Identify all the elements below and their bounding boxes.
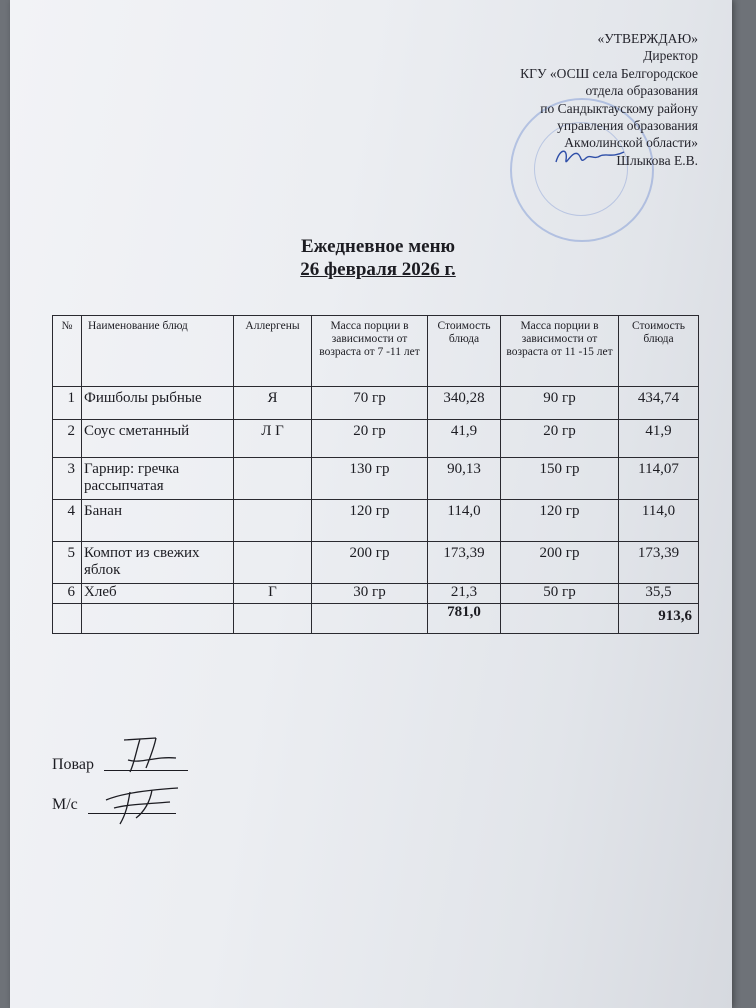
table-row (53, 542, 699, 584)
row-dish: Гарнир: гречка рассыпчатая (82, 458, 234, 500)
approval-position: Директор (643, 48, 698, 64)
row-dish: Банан (82, 500, 234, 542)
table-total-row (53, 604, 699, 634)
nurse-signature (100, 778, 184, 828)
approval-org-line-4: управления образования (557, 118, 698, 134)
table-row (53, 458, 699, 500)
row-allergen (234, 458, 312, 500)
cook-label: Повар (52, 756, 94, 773)
table-row (53, 584, 699, 604)
row-allergen: Я (234, 387, 312, 420)
row-mass-11-15: 200 гр (501, 542, 619, 584)
approval-org-line-2: отдела образования (585, 83, 698, 99)
menu-date: 26 февраля 2026 г. (300, 259, 456, 280)
row-mass-11-15: 150 гр (501, 458, 619, 500)
row-allergen: Г (234, 584, 312, 604)
approval-org-line-1: КГУ «ОСШ села Белгородское (520, 65, 698, 81)
row-mass-7-11: 130 гр (312, 458, 428, 500)
row-cost-11-15: 434,74 (619, 387, 699, 420)
header-mass-11-15: Масса порции в зависимости от возраста от 11 -15 лет (501, 316, 619, 387)
row-mass-7-11: 200 гр (312, 542, 428, 584)
row-cost-7-11: 114,0 (428, 500, 501, 542)
row-cost-11-15: 114,0 (619, 500, 699, 542)
total-cost-11-15: 913,6 (619, 604, 699, 634)
row-dish: Хлеб (82, 584, 234, 604)
row-num: 2 (53, 420, 82, 458)
nurse-label: М/с (52, 796, 78, 813)
row-num: 5 (53, 542, 82, 584)
row-cost-11-15: 41,9 (619, 420, 699, 458)
table-row (53, 500, 699, 542)
table-row (53, 420, 699, 458)
table-header-row (53, 316, 699, 387)
row-mass-7-11: 70 гр (312, 387, 428, 420)
row-allergen: Л Г (234, 420, 312, 458)
row-allergen (234, 542, 312, 584)
table-row (53, 387, 699, 420)
row-cost-7-11: 340,28 (428, 387, 501, 420)
page-title: Ежедневное меню (300, 236, 456, 257)
header-cost-7-11: Стоимость блюда (428, 316, 501, 387)
row-cost-7-11: 41,9 (428, 420, 501, 458)
approval-heading: «УТВЕРЖДАЮ» (597, 31, 698, 46)
row-num: 3 (53, 458, 82, 500)
approval-org-line-3: по Сандыктаускому району (540, 100, 698, 116)
row-mass-11-15: 50 гр (501, 584, 619, 604)
row-cost-11-15: 114,07 (619, 458, 699, 500)
row-dish: Фишболы рыбные (82, 387, 234, 420)
header-name: Наименование блюд (82, 316, 234, 387)
row-num: 4 (53, 500, 82, 542)
cook-signature (116, 734, 186, 776)
row-mass-11-15: 20 гр (501, 420, 619, 458)
menu-table (52, 315, 699, 634)
row-cost-11-15: 173,39 (619, 542, 699, 584)
header-cost-11-15: Стоимость блюда (619, 316, 699, 387)
row-mass-7-11: 120 гр (312, 500, 428, 542)
row-num: 1 (53, 387, 82, 420)
row-mass-11-15: 90 гр (501, 387, 619, 420)
row-cost-7-11: 90,13 (428, 458, 501, 500)
total-cost-7-11: 781,0 (428, 604, 501, 634)
row-cost-11-15: 35,5 (619, 584, 699, 604)
approval-director-name: Шлыкова Е.В. (616, 152, 698, 168)
row-dish: Компот из свежих яблок (82, 542, 234, 584)
approval-block (438, 30, 698, 169)
header-mass-7-11: Масса порции в зависимости от возраста от 7 -11 лет (312, 316, 428, 387)
row-cost-7-11: 173,39 (428, 542, 501, 584)
approval-org-line-5: Акмолинской области» (564, 135, 698, 151)
row-mass-7-11: 30 гр (312, 584, 428, 604)
row-num: 6 (53, 584, 82, 604)
row-dish: Соус сметанный (82, 420, 234, 458)
row-cost-7-11: 21,3 (428, 584, 501, 604)
header-allergens: Аллергены (234, 316, 312, 387)
row-allergen (234, 500, 312, 542)
row-mass-7-11: 20 гр (312, 420, 428, 458)
row-mass-11-15: 120 гр (501, 500, 619, 542)
header-num: № (53, 316, 82, 387)
